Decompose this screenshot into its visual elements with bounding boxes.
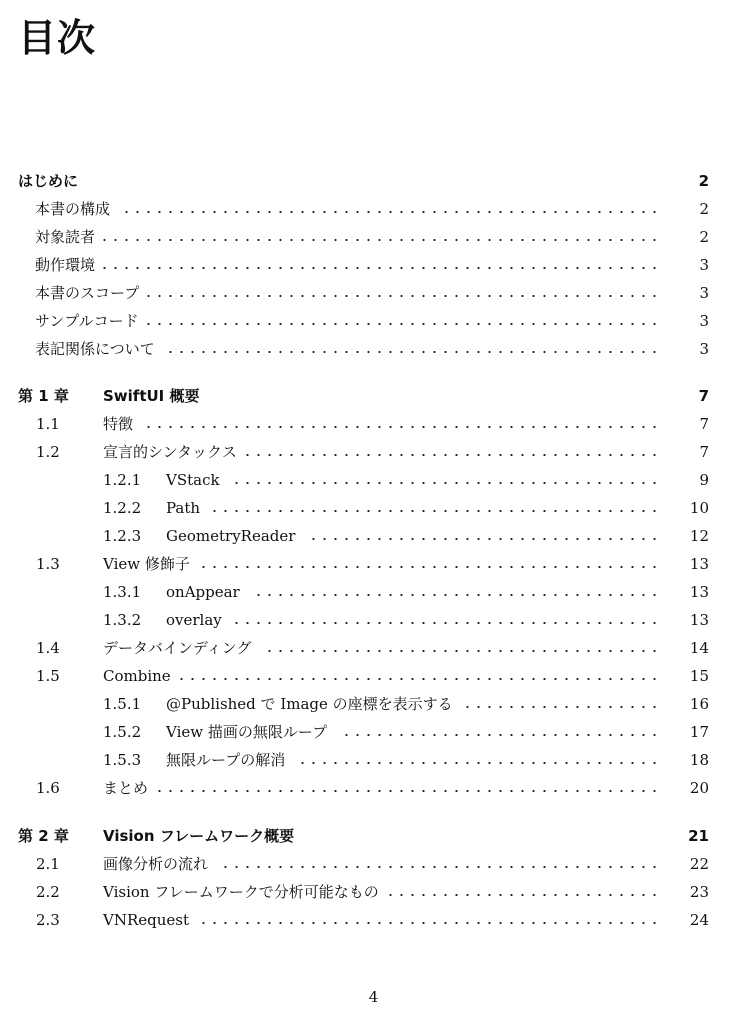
toc-entry-label: 画像分析の流れ	[103, 855, 209, 873]
toc-entry-page: 13	[689, 583, 709, 601]
toc-leader-dots	[99, 224, 660, 250]
toc-chapter[interactable]	[0, 823, 747, 849]
toc-entry-page: 2	[698, 172, 709, 190]
toc-leader-dots	[231, 607, 660, 633]
toc-entry-label: 特徴	[103, 415, 134, 433]
toc-leader-dots	[99, 252, 660, 278]
toc-entry-number: 2.1	[36, 855, 60, 873]
toc-entry-page: 18	[689, 751, 709, 769]
page-title: 目次	[18, 16, 97, 60]
toc-entry-page: 13	[689, 555, 709, 573]
toc-entry[interactable]	[0, 280, 747, 306]
toc-entry[interactable]	[0, 523, 747, 549]
toc-leader-dots	[308, 523, 660, 549]
toc-entry[interactable]	[0, 439, 747, 465]
toc-entry-page: 3	[699, 256, 709, 274]
toc-entry[interactable]	[0, 607, 747, 633]
toc-entry-number: 2.3	[36, 911, 60, 929]
toc-leader-dots	[297, 747, 660, 773]
toc-entry-label: overlay	[166, 611, 222, 629]
toc-entry-page: 7	[699, 415, 709, 433]
toc-entry-page: 20	[689, 779, 709, 797]
toc-entry-label: Vision フレームワークで分析可能なもの	[103, 883, 379, 901]
toc-leader-dots	[165, 336, 660, 362]
toc-entry-label: 宣言的シンタックス	[103, 443, 237, 461]
toc-entry-number: 1.3.2	[103, 611, 142, 629]
toc-entry-label: 本書の構成	[35, 200, 111, 218]
toc-chapter[interactable]	[0, 168, 747, 194]
toc-entry-label: View 描画の無限ループ	[166, 723, 328, 741]
toc-entry-label: データバインディング	[103, 639, 252, 657]
toc-leader-dots	[264, 635, 660, 661]
toc-entry-number: 1.3	[36, 555, 60, 573]
toc-entry-label: まとめ	[103, 779, 149, 797]
toc-entry[interactable]	[0, 775, 747, 801]
toc-leader-dots	[198, 551, 660, 577]
toc-entry-number: 1.2	[36, 443, 60, 461]
toc-entry-number: 第 2 章	[18, 827, 69, 845]
toc-entry-number: 第 1 章	[18, 387, 69, 405]
toc-entry[interactable]	[0, 635, 747, 661]
toc-leader-dots	[209, 495, 660, 521]
toc-entry-page: 3	[699, 312, 709, 330]
toc-entry-page: 7	[699, 443, 709, 461]
toc-leader-dots	[253, 579, 660, 605]
toc-leader-dots	[242, 439, 660, 465]
toc-leader-dots	[198, 907, 660, 933]
toc-entry-number: 1.2.2	[103, 499, 142, 517]
toc-entry-page: 12	[689, 527, 709, 545]
toc-entry-page: 13	[689, 611, 709, 629]
toc-entry[interactable]	[0, 196, 747, 222]
toc-entry-label: GeometryReader	[166, 527, 296, 545]
toc-entry-page: 17	[689, 723, 709, 741]
toc-entry-page: 7	[698, 387, 709, 405]
toc-entry-number: 1.4	[36, 639, 60, 657]
toc-entry-number: 1.5.2	[103, 723, 142, 741]
toc-entry-number: 1.5	[36, 667, 60, 685]
toc-entry-page: 15	[689, 667, 709, 685]
toc-entry-page: 16	[689, 695, 709, 713]
toc-entry[interactable]	[0, 879, 747, 905]
toc-entry-label: onAppear	[166, 583, 240, 601]
toc-entry[interactable]	[0, 851, 747, 877]
toc-leader-dots	[231, 467, 660, 493]
toc-entry-label: Path	[166, 499, 201, 517]
toc-entry-page: 21	[688, 827, 709, 845]
toc-leader-dots	[341, 719, 660, 745]
toc-entry-number: 2.2	[36, 883, 60, 901]
toc-entry-label: Combine	[103, 667, 171, 685]
toc-entry-label: サンプルコード	[35, 312, 139, 330]
toc-leader-dots	[385, 879, 660, 905]
toc-entry-number: 1.6	[36, 779, 60, 797]
toc-entry[interactable]	[0, 252, 747, 278]
toc-entry[interactable]	[0, 907, 747, 933]
toc-entry-label: 対象読者	[35, 228, 96, 246]
toc-entry-page: 3	[699, 284, 709, 302]
toc-leader-dots	[143, 308, 660, 334]
toc-entry-label: View 修飾子	[103, 555, 190, 573]
toc-entry[interactable]	[0, 224, 747, 250]
toc-entry-label: 無限ループの解消	[166, 751, 286, 769]
toc-entry[interactable]	[0, 719, 747, 745]
toc-entry-number: 1.5.1	[103, 695, 142, 713]
toc-entry-number: 1.5.3	[103, 751, 142, 769]
toc-entry-label: 本書のスコープ	[35, 284, 140, 302]
toc-entry[interactable]	[0, 747, 747, 773]
toc-entry-number: 1.2.1	[103, 471, 142, 489]
toc-entry-page: 2	[699, 228, 709, 246]
toc-leader-dots	[176, 663, 660, 689]
toc-entry-number: 1.1	[36, 415, 60, 433]
toc-leader-dots	[143, 411, 660, 437]
toc-entry[interactable]	[0, 579, 747, 605]
toc-entry[interactable]	[0, 308, 747, 334]
toc-chapter[interactable]	[0, 383, 747, 409]
toc-entry-label: SwiftUI 概要	[103, 387, 200, 405]
toc-entry-label: 表記関係について	[35, 340, 155, 358]
toc-entry-page: 14	[689, 639, 709, 657]
toc-entry-label: はじめに	[18, 172, 79, 190]
toc-entry[interactable]	[0, 495, 747, 521]
toc-leader-dots	[462, 691, 660, 717]
toc-entry-page: 9	[699, 471, 709, 489]
toc-leader-dots	[121, 196, 660, 222]
toc-leader-dots	[154, 775, 660, 801]
toc-entry[interactable]	[0, 411, 747, 437]
toc-entry-page: 10	[689, 499, 709, 517]
toc-leader-dots	[220, 851, 660, 877]
toc-entry[interactable]	[0, 336, 747, 362]
toc-entry-number: 1.3.1	[103, 583, 142, 601]
toc-leader-dots	[143, 280, 660, 306]
toc-entry-page: 3	[699, 340, 709, 358]
toc-entry-page: 22	[689, 855, 709, 873]
toc-entry[interactable]	[0, 691, 747, 717]
toc-entry-label: VNRequest	[103, 911, 189, 929]
toc-entry-label: 動作環境	[35, 256, 96, 274]
toc-entry-label: @Published で Image の座標を表示する	[166, 695, 453, 713]
toc-entry-number: 1.2.3	[103, 527, 142, 545]
toc-entry[interactable]	[0, 467, 747, 493]
toc-entry[interactable]	[0, 551, 747, 577]
toc-entry[interactable]	[0, 663, 747, 689]
toc-entry-label: Vision フレームワーク概要	[103, 827, 295, 845]
page-number: 4	[368, 988, 379, 1006]
toc-entry-label: VStack	[166, 471, 220, 489]
toc-entry-page: 23	[689, 883, 709, 901]
toc-entry-page: 24	[689, 911, 709, 929]
toc-entry-page: 2	[699, 200, 709, 218]
